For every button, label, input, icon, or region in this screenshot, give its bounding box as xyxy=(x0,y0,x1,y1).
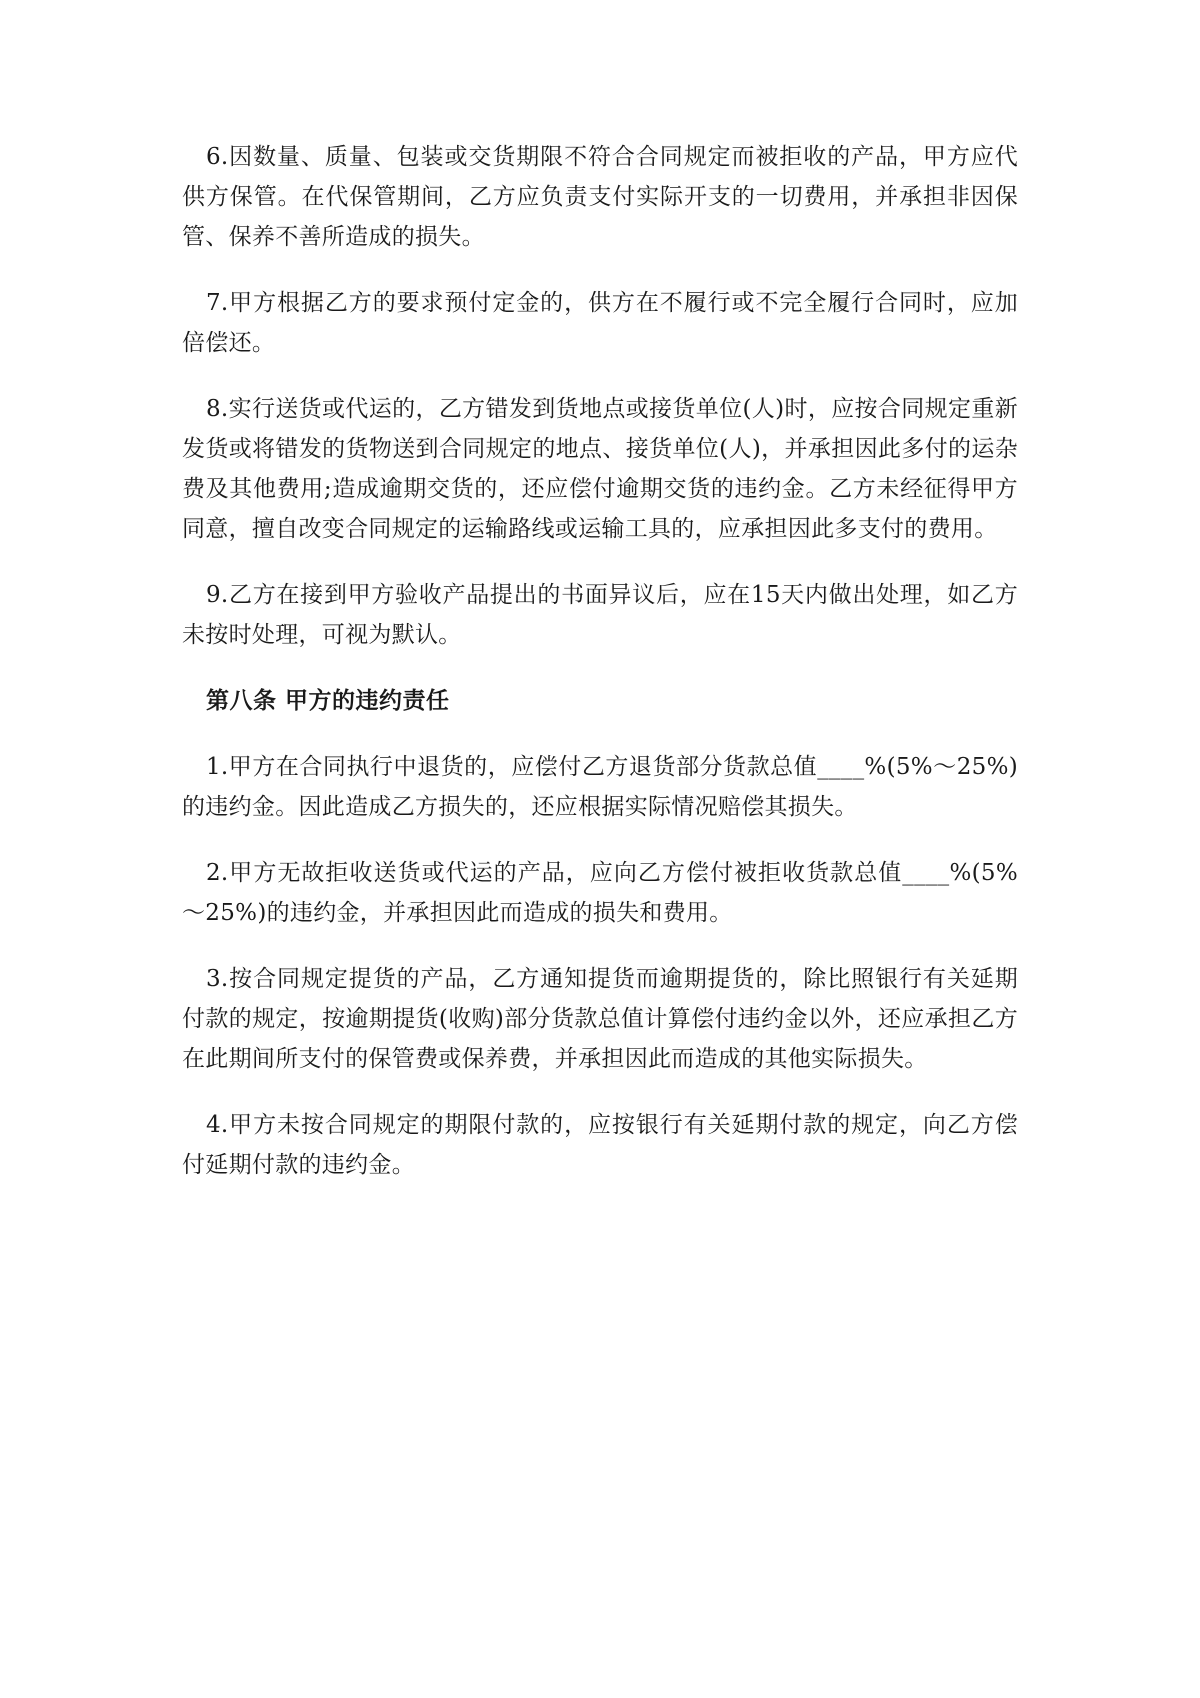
section-clause-4: 4.甲方未按合同规定的期限付款的，应按银行有关延期付款的规定，向乙方偿付延期付款的违约金。 xyxy=(182,1112,1018,1178)
clause-paragraph-8: 8.实行送货或代运的，乙方错发到货地点或接货单位(人)时，应按合同规定重新发货或将错发的货物送到合同规定的地点、接货单位(人)，并承担因此多付的运杂费及其他费用;造成逾期交货的，还应偿付逾期交货的违约金。乙方未经征得甲方同意，擅自改变合同规定的运输路线或运输工具的，应承担因此多支付的费用。 xyxy=(182,396,1018,542)
clause-paragraph-7: 7.甲方根据乙方的要求预付定金的，供方在不履行或不完全履行合同时，应加倍偿还。 xyxy=(182,290,1018,356)
clause-paragraph-9: 9.乙方在接到甲方验收产品提出的书面异议后，应在15天内做出处理，如乙方未按时处理，可视为默认。 xyxy=(182,582,1018,648)
document-body xyxy=(182,137,1018,1211)
section-clause-3: 3.按合同规定提货的产品，乙方通知提货而逾期提货的，除比照银行有关延期付款的规定，按逾期提货(收购)部分货款总值计算偿付违约金以外，还应承担乙方在此期间所支付的保管费或保养费，并承担因此而造成的其他实际损失。 xyxy=(182,966,1018,1072)
section-heading: 第八条 甲方的违约责任 xyxy=(206,688,450,714)
section-clause-2: 2.甲方无故拒收送货或代运的产品，应向乙方偿付被拒收货款总值____%(5%～25%)的违约金，并承担因此而造成的损失和费用。 xyxy=(182,860,1018,926)
section-clause-1: 1.甲方在合同执行中退货的，应偿付乙方退货部分货款总值____%(5%～25%)的违约金。因此造成乙方损失的，还应根据实际情况赔偿其损失。 xyxy=(182,754,1018,820)
clause-paragraph-6: 6.因数量、质量、包装或交货期限不符合合同规定而被拒收的产品，甲方应代供方保管。在代保管期间，乙方应负责支付实际开支的一切费用，并承担非因保管、保养不善所造成的损失。 xyxy=(182,144,1018,250)
